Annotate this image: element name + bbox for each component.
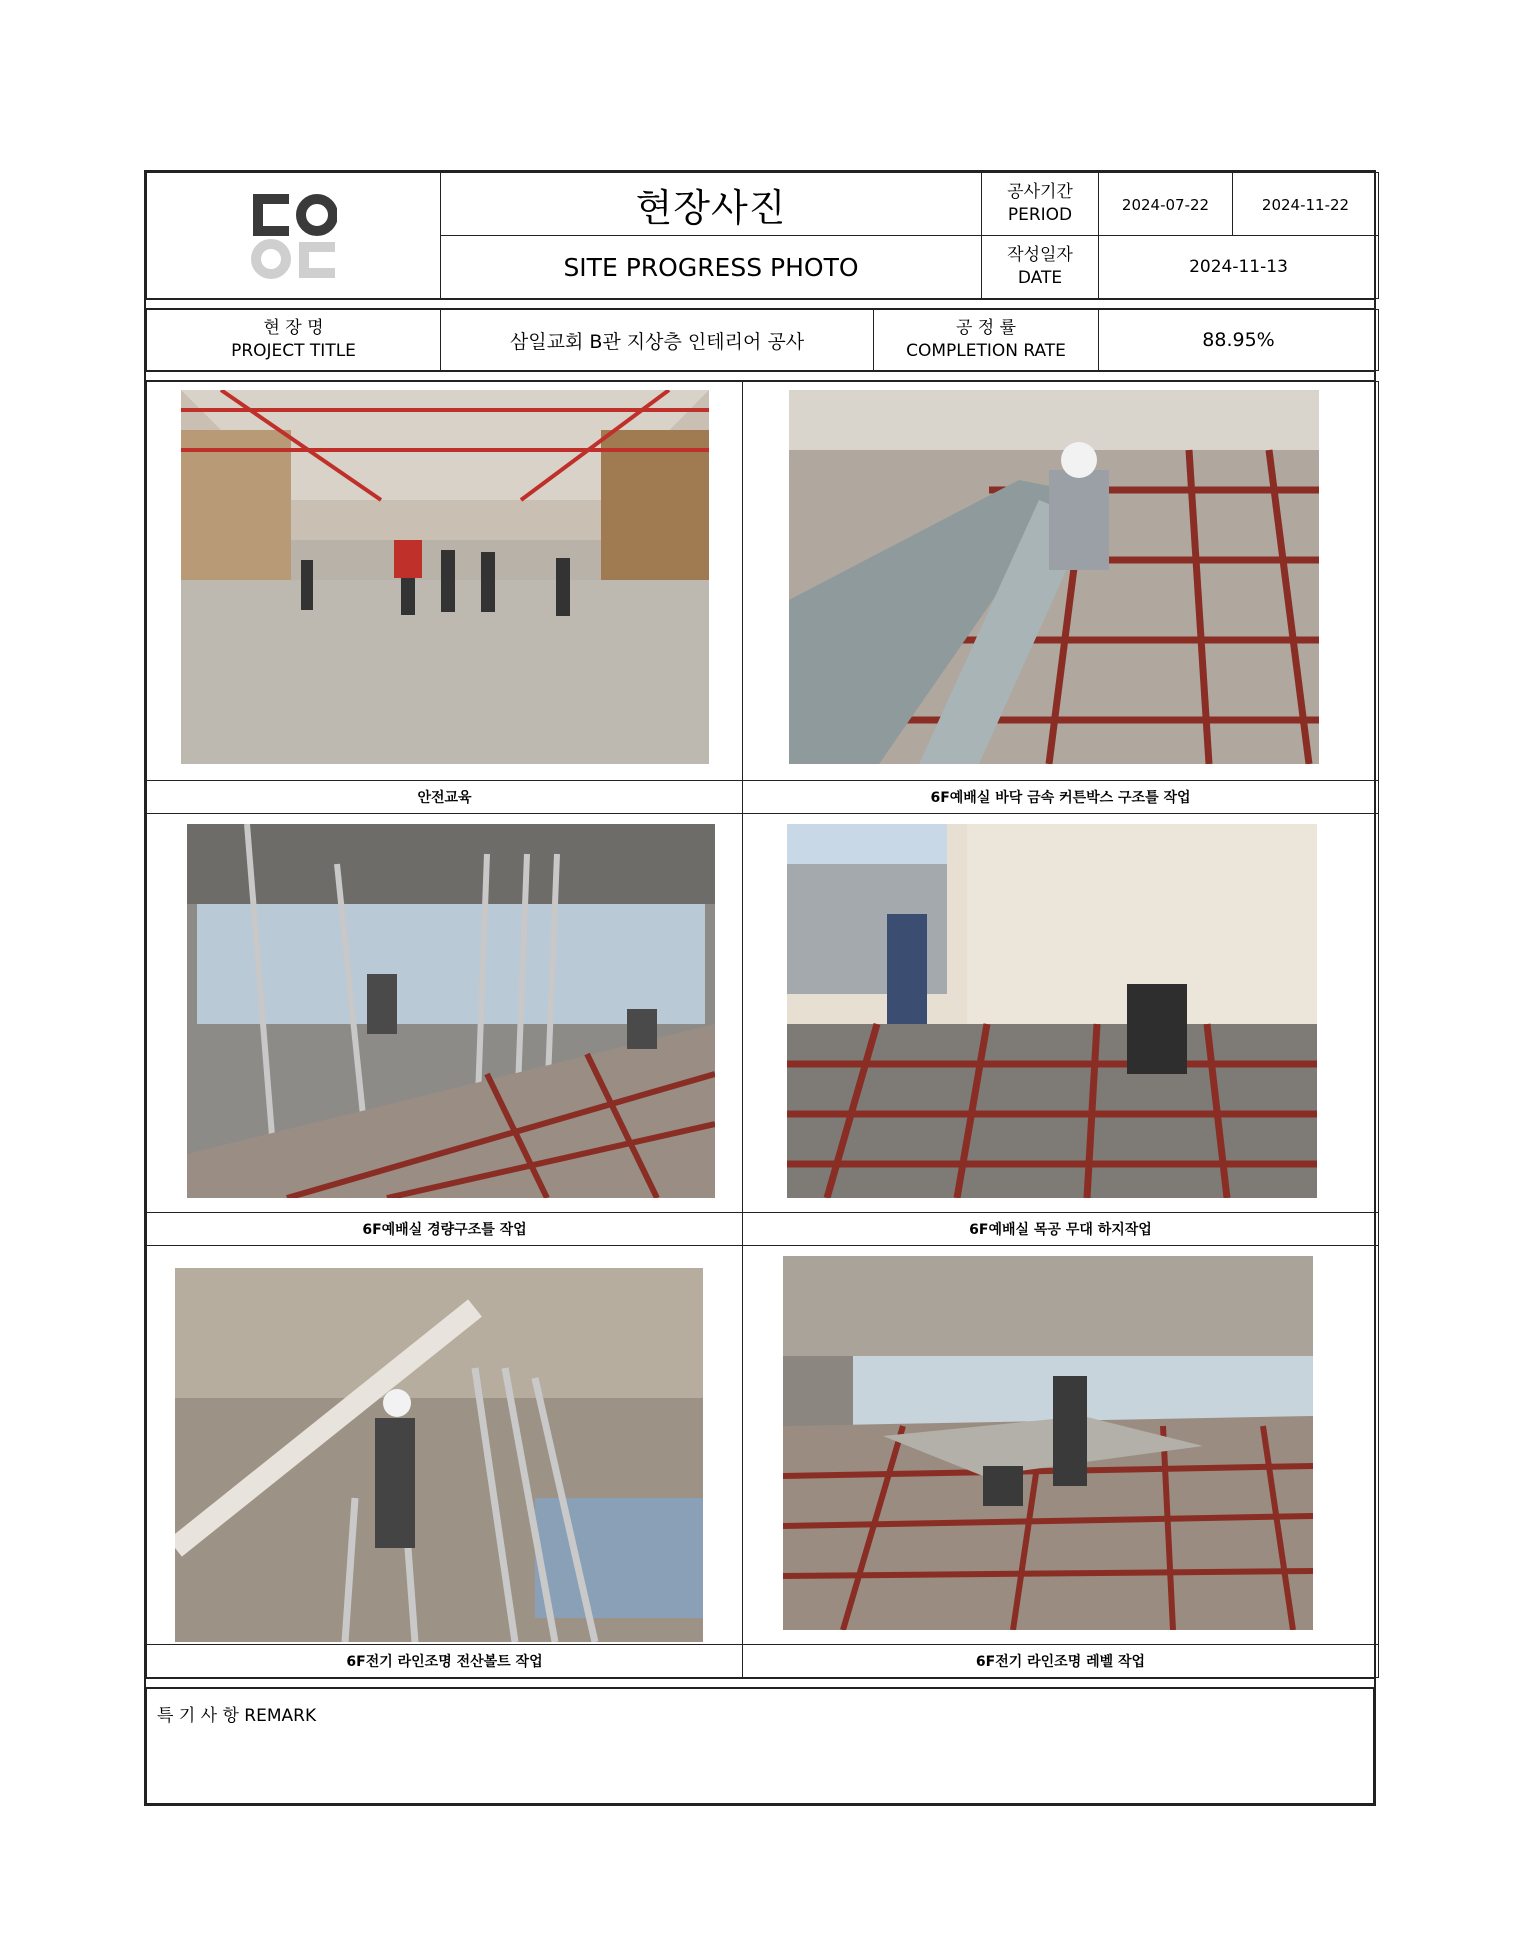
remark-section [147, 1689, 1374, 1804]
divider [146, 371, 1374, 381]
stage-frame-photo [787, 824, 1317, 1198]
period-start-text: 2024-07-22 [1121, 195, 1210, 214]
photo-cell-2 [743, 382, 1379, 781]
project-title-label-en: PROJECT TITLE [231, 341, 356, 361]
caption-5: 6F전기 라인조명 전산볼트 작업 [147, 1645, 743, 1678]
header-table [146, 172, 1379, 299]
project-title-value [441, 310, 874, 371]
caption-4: 6F예배실 목공 무대 하지작업 [743, 1213, 1379, 1246]
title-ko-text: 현장사진 [635, 185, 787, 230]
completion-rate-value [1099, 310, 1379, 371]
floor-frame-photo [789, 390, 1319, 764]
title-en [441, 236, 982, 299]
photo-cell-4 [743, 814, 1379, 1213]
completion-rate-text: 88.95% [1202, 329, 1275, 351]
project-title-label-ko: 현 장 명 [263, 318, 324, 338]
project-title-text: 삼일교회 B관 지상층 인테리어 공사 [509, 330, 805, 353]
date-value [1099, 236, 1379, 299]
project-table [146, 309, 1379, 371]
photo-cell-1 [147, 382, 743, 781]
period-end-text: 2024-11-22 [1261, 195, 1350, 214]
date-label-en: DATE [1017, 268, 1063, 288]
safety-training-photo [181, 390, 709, 764]
period-label-en: PERIOD [1007, 205, 1073, 225]
period-end [1233, 173, 1379, 236]
divider [146, 299, 1374, 309]
caption-6: 6F전기 라인조명 레벨 작업 [743, 1645, 1379, 1678]
level-work-photo [783, 1256, 1313, 1630]
title-ko [441, 173, 982, 236]
project-title-label [147, 310, 441, 371]
logo-icon [251, 192, 337, 280]
caption-3: 6F예배실 경량구조틀 작업 [147, 1213, 743, 1246]
caption-2: 6F예배실 바닥 금속 커튼박스 구조틀 작업 [743, 781, 1379, 814]
period-label [982, 173, 1099, 236]
report-sheet [144, 170, 1376, 1806]
remark-table [146, 1688, 1374, 1804]
completion-rate-label-en: COMPLETION RATE [906, 341, 1066, 361]
company-logo [147, 173, 441, 299]
light-frame-photo [187, 824, 715, 1198]
photo-table [146, 381, 1379, 1678]
title-en-text: SITE PROGRESS PHOTO [563, 252, 859, 282]
divider [146, 1678, 1374, 1688]
period-start [1099, 173, 1233, 236]
remark-label: 특 기 사 항 REMARK [157, 1706, 317, 1726]
completion-rate-label [874, 310, 1099, 371]
ceiling-bolt-photo [175, 1268, 703, 1642]
date-value-text: 2024-11-13 [1189, 257, 1288, 277]
photo-cell-3 [147, 814, 743, 1213]
date-label-ko: 작성일자 [1007, 245, 1073, 265]
photo-cell-6 [743, 1246, 1379, 1645]
completion-rate-label-ko: 공 정 률 [955, 318, 1017, 338]
date-label [982, 236, 1099, 299]
caption-1: 안전교육 [147, 781, 743, 814]
photo-cell-5 [147, 1246, 743, 1645]
period-label-ko: 공사기간 [1007, 182, 1073, 202]
